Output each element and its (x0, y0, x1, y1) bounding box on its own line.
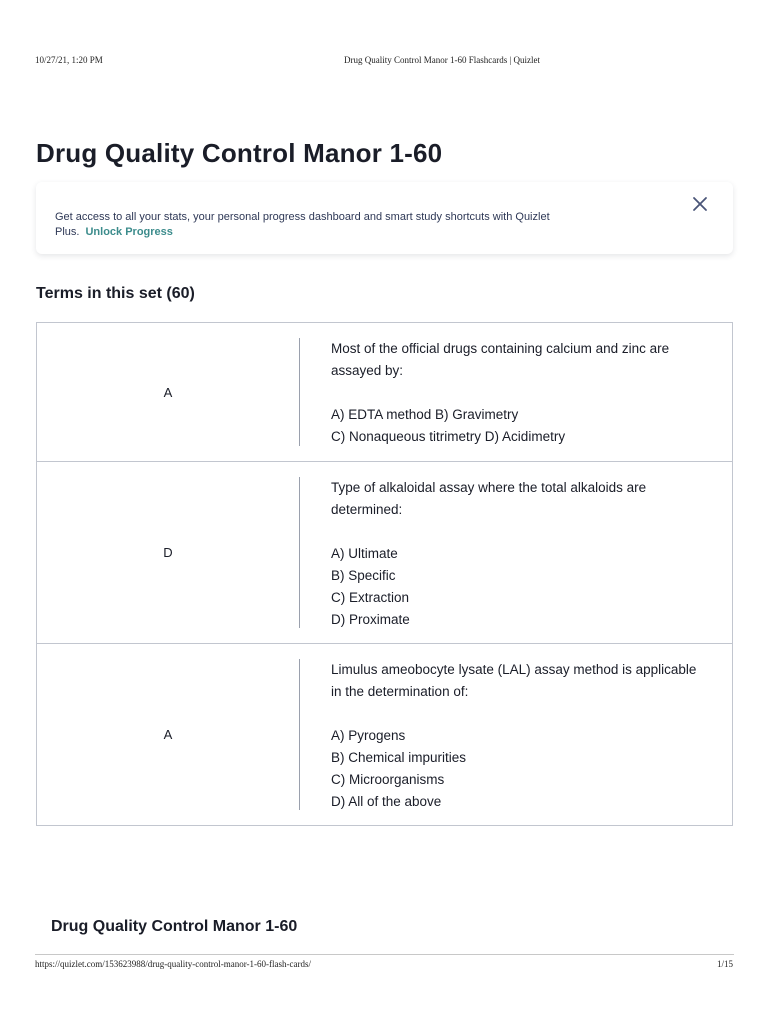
term-definition (331, 338, 701, 448)
term-question: Most of the official drugs containing calcium and zinc are assayed by: (331, 341, 670, 378)
terms-list (36, 322, 733, 826)
term-options (331, 543, 701, 631)
close-icon[interactable] (691, 195, 709, 213)
terms-section-heading: Terms in this set (60) (36, 285, 195, 302)
term-option: B) Specific (331, 568, 396, 583)
term-definition (331, 659, 701, 813)
term-options (331, 725, 701, 813)
print-url: https://quizlet.com/153623988/drug-quality-control-manor-1-60-flash-cards/ (35, 959, 312, 969)
unlock-progress-link[interactable]: Unlock Progress (85, 226, 173, 238)
footer-divider (35, 954, 734, 955)
term-option: A) Pyrogens (331, 728, 406, 743)
term-option: B) Chemical impurities (331, 750, 467, 765)
term-question: Type of alkaloidal assay where the total alkaloids are determined: (331, 480, 647, 517)
term-divider (299, 338, 300, 446)
banner-message: Get access to all your stats, your personal progress dashboard and smart study shortcuts with Quizlet Plus. (55, 211, 550, 238)
term-row (37, 323, 732, 462)
term-answer: A (163, 727, 173, 742)
print-page-number: 1/15 (716, 959, 733, 969)
term-row (37, 462, 732, 644)
term-option: D) All of the above (331, 794, 442, 809)
term-option: A) EDTA method B) Gravimetry (331, 407, 519, 422)
term-option: C) Nonaqueous titrimetry D) Acidimetry (331, 429, 566, 444)
banner-text-block (55, 210, 615, 240)
print-header (0, 55, 768, 69)
upsell-banner (36, 182, 733, 254)
term-divider (299, 659, 300, 810)
term-divider (299, 477, 300, 628)
term-answer: A (163, 384, 173, 400)
term-options (331, 404, 701, 448)
term-option: C) Microorganisms (331, 772, 445, 787)
term-option: D) Proximate (331, 612, 410, 627)
print-doc-title: Drug Quality Control Manor 1-60 Flashcards | Quizlet (343, 55, 541, 65)
footer-set-title: Drug Quality Control Manor 1-60 (51, 918, 298, 935)
print-datetime: 10/27/21, 1:20 PM (35, 55, 103, 65)
term-row (37, 644, 732, 826)
term-option: C) Extraction (331, 590, 410, 605)
term-option: A) Ultimate (331, 546, 398, 561)
page-title: Drug Quality Control Manor 1-60 (36, 138, 443, 168)
term-question: Limulus ameobocyte lysate (LAL) assay method is applicable in the determination of: (331, 662, 697, 699)
term-answer: D (163, 545, 173, 560)
term-definition (331, 477, 701, 631)
